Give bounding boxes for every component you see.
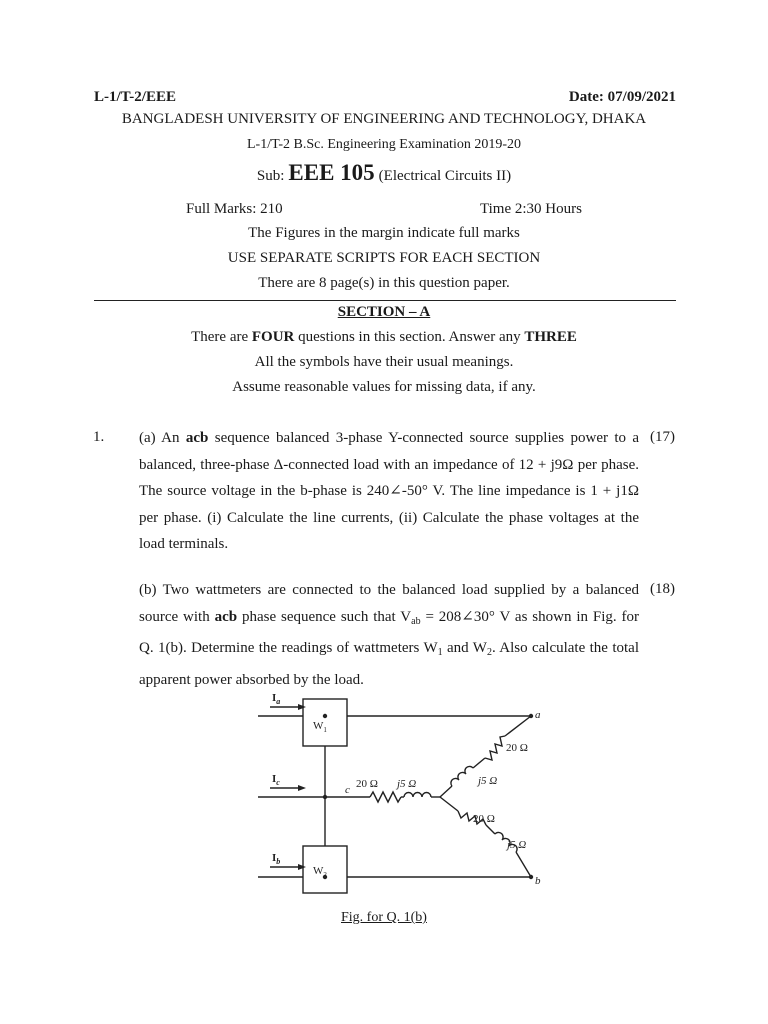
full-marks: Full Marks: 210 — [186, 201, 283, 217]
subject-prefix: Sub: — [256, 168, 285, 184]
question-1a-marks: (17) — [650, 429, 675, 445]
exam-time: Time 2:30 Hours — [480, 201, 582, 217]
pages-note: There are 8 page(s) in this question paper. — [258, 275, 510, 291]
section-instruction: There are FOUR questions in this section. Answer any THREE — [191, 329, 577, 345]
question-1b-text: (b) Two wattmeters are connected to the balanced load supplied by a balanced source with acb phase sequence such that $V_{ab}$ = 208∠30° V as shown in Fig. for Q. 1(b). Determine the readings of wattmeters $W_1$ and $W_2$. Also calculate the total apparent power absorbed by the load. — [139, 582, 640, 688]
wattmeter-1-box — [303, 699, 347, 746]
current-ib-label: $I_b$ — [272, 852, 281, 866]
assume-note: Assume reasonable values for missing data, if any. — [232, 379, 536, 395]
resistor-a-label: 20 Ω — [506, 742, 528, 754]
university-name: BANGLADESH UNIVERSITY OF ENGINEERING AND TECHNOLOGY, DHAKA — [121, 111, 647, 127]
course-code: L-1/T-2/EEE — [94, 89, 176, 105]
node-c-label: c — [345, 784, 350, 796]
wattmeter-2-box — [303, 846, 347, 893]
figure-caption: Fig. for Q. 1(b) — [341, 910, 427, 925]
resistor-b-label: 20 Ω — [473, 813, 495, 825]
wattmeter-2-label: $W_2$ — [313, 865, 327, 879]
margin-note: The Figures in the margin indicate full marks — [248, 225, 520, 241]
subject-name: (Electrical Circuits II) — [378, 168, 512, 184]
resistor-c-label: 20 Ω — [356, 778, 378, 790]
question-1a-text: (a) An acb sequence balanced 3-phase Y-connected source supplies power to a balanced, three-phase Δ-connected load with an impedance of 12 + j9Ω per phase. The source voltage in the b-phase is 240∠-50° V. The line impedance is 1 + j1Ω per phase. (i) Calculate the line currents, (ii) Calculate the phase voltages at the load terminals. — [139, 430, 640, 552]
section-title: SECTION – A — [337, 304, 431, 320]
wattmeter-1-label: $W_1$ — [313, 720, 327, 734]
symbols-note: All the symbols have their usual meanings. — [254, 354, 514, 370]
current-ia-label: $I_a$ — [272, 692, 281, 706]
current-ic-label: $I_c$ — [272, 773, 280, 787]
node-a-label: a — [535, 709, 541, 721]
inductor-c-label: j5 Ω — [397, 778, 417, 790]
question-1b-marks: (18) — [650, 581, 675, 597]
inductor-b-label: j5 Ω — [507, 839, 527, 851]
exam-title: L-1/T-2 B.Sc. Engineering Examination 2019-20 — [247, 137, 521, 152]
scripts-note: USE SEPARATE SCRIPTS FOR EACH SECTION — [227, 250, 541, 266]
node-b-label: b — [535, 875, 541, 887]
inductor-a-label: j5 Ω — [478, 775, 498, 787]
question-number: 1. — [93, 429, 105, 445]
subject-code: EEE 105 — [288, 160, 375, 185]
exam-date: Date: 07/09/2021 — [568, 89, 676, 105]
